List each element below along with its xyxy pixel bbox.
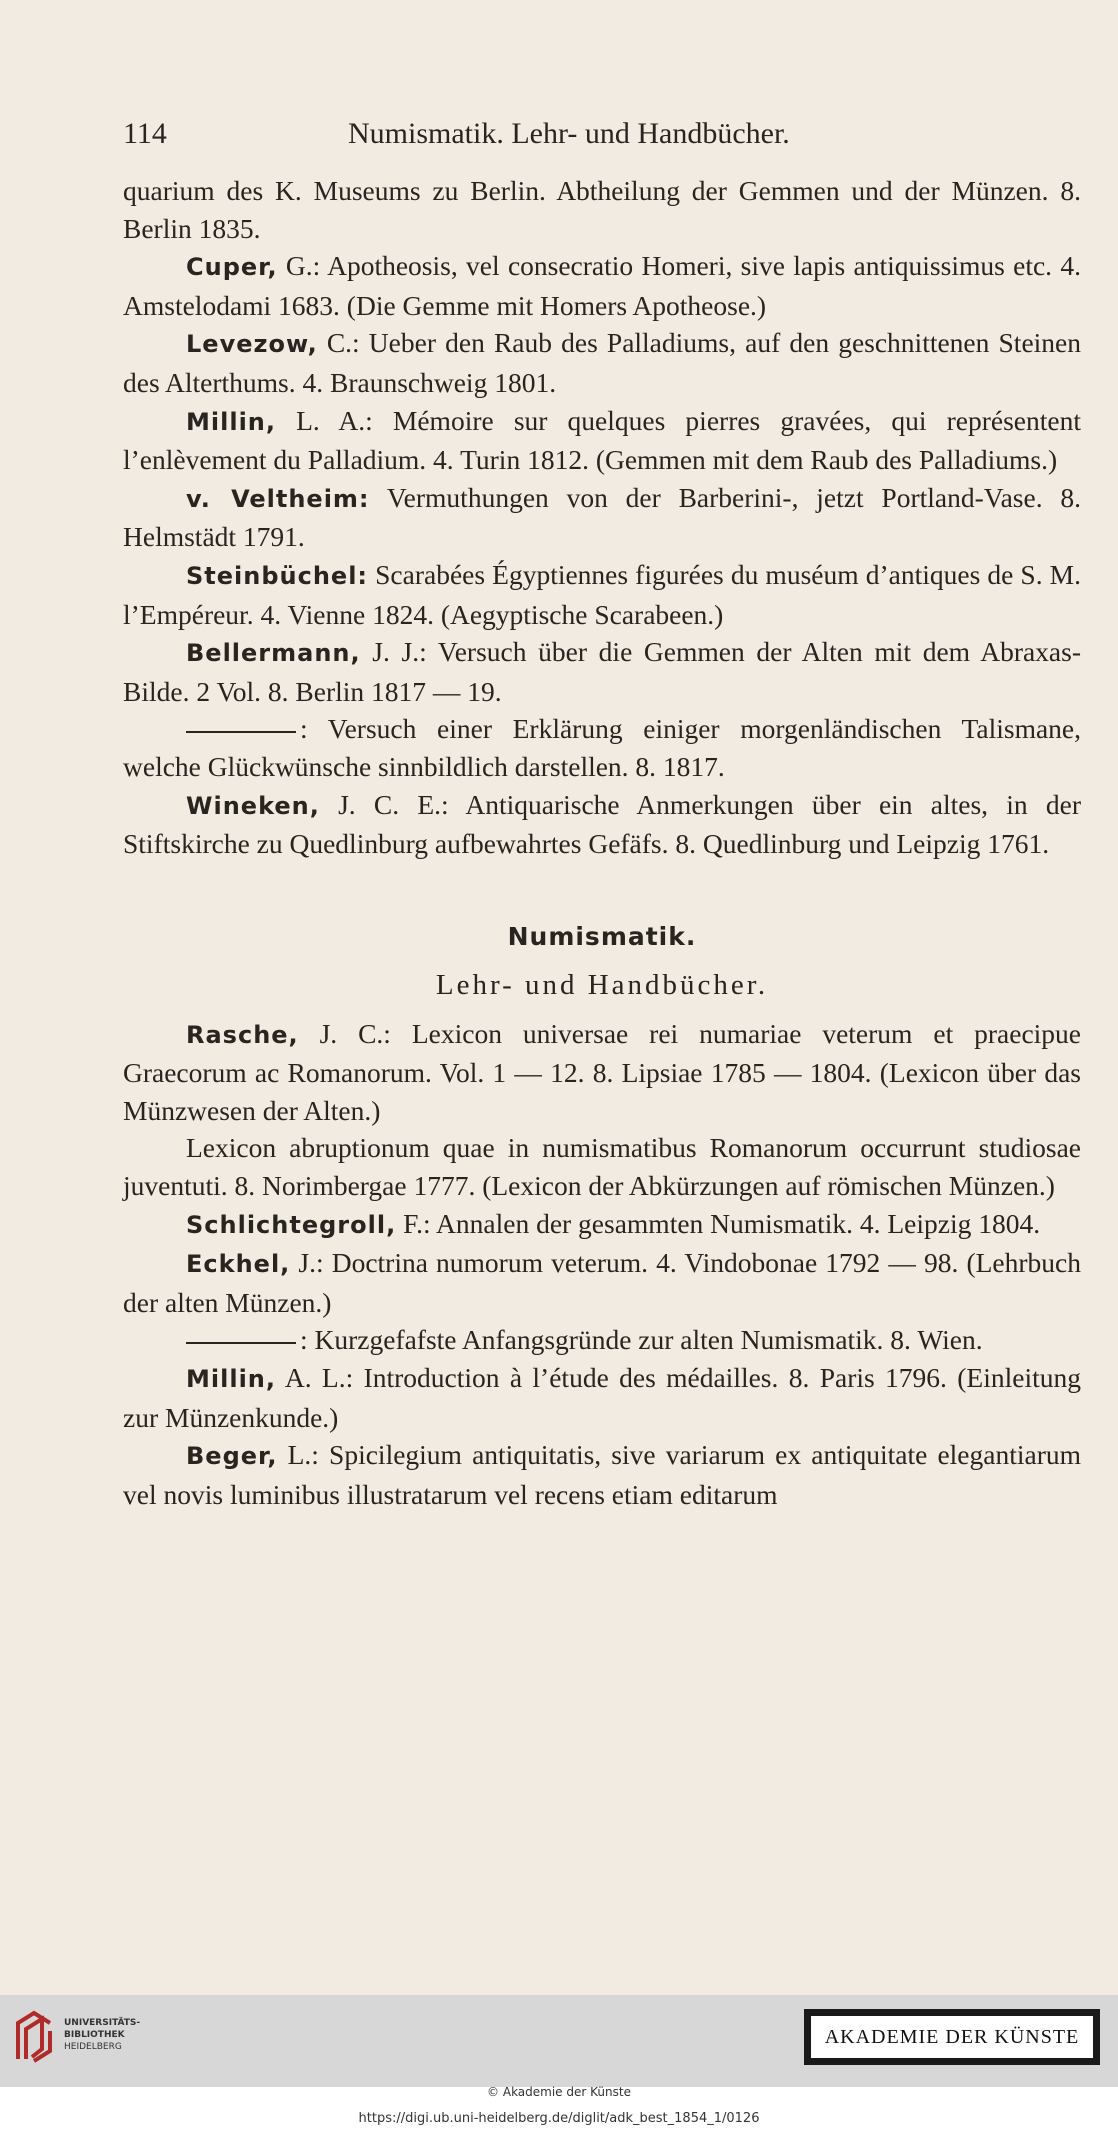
section-subtitle: Lehr- und Handbücher.: [435, 968, 769, 1001]
entry-text: J. J.: Versuch über die Gemmen der Alten mit dem Abraxas-Bilde. 2 Vol. 8. Berlin 1817 — 19.: [123, 636, 1081, 707]
list-item: [123, 1244, 1081, 1321]
academy-name: AKADEMIE DER KÜNSTE: [811, 2016, 1093, 2058]
source-url[interactable]: https://digi.ub.uni-heidelberg.de/diglit/adk_best_1854_1/0126: [358, 2111, 760, 2126]
ditto-dash: [186, 731, 296, 733]
entry-text: L. A.: Mémoire sur quelques pierres gravées, qui représentent l’enlèvement du Palladium. 4. Turin 1812. (Gemmen mit dem Raub des Palladiums.): [123, 404, 1081, 476]
entry-text: : Versuch einer Erklärung einiger morgenländischen Talismane, welche Glückwünsche sinnbildlich darstellen. 8. 1817.: [123, 713, 1081, 782]
list-item: [123, 1129, 1081, 1204]
library-name-line3: HEIDELBERG: [64, 2042, 122, 2052]
entry-text: J. C. E.: Antiquarische Anmerkungen über ein altes, in der Stiftskirche zu Quedlinburg aufbewahrtes Gefäfs. 8. Quedlinburg und Leipzig 1761.: [123, 788, 1081, 860]
list-item: [123, 479, 1081, 556]
entry-text: L.: Spicilegium antiquitatis, sive variarum ex antiquitate elegantiarum vel novis luminibus illustratarum vel recens etiam editarum: [123, 1439, 1081, 1510]
entry-text: C.: Ueber den Raub des Palladiums, auf den geschnittenen Steinen des Alterthums. 4. Braunschweig 1801.: [123, 327, 1081, 398]
list-item: [123, 633, 1081, 710]
academy-logo[interactable]: [804, 2009, 1100, 2065]
list-item: [123, 172, 1081, 247]
entry-text: Lexicon abruptionum quae in numismatibus Romanorum occurrunt studiosae juventuti. 8. Norimbergae 1777. (Lexicon der Abkürzungen auf römischen Münzen.): [123, 1132, 1081, 1202]
library-name-line1: UNIVERSITÄTS-: [64, 2018, 141, 2028]
library-emblem-icon: [12, 2009, 56, 2065]
entry-author: Beger,: [186, 1442, 278, 1471]
entry-author: Millin,: [186, 407, 276, 436]
entry-author: Levezow,: [186, 330, 318, 359]
running-title: Numismatik. Lehr- und Handbücher.: [348, 117, 790, 150]
list-item: [123, 1359, 1081, 1436]
entry-author: Schlichtegroll,: [186, 1210, 397, 1239]
list-item: [123, 1015, 1081, 1130]
entry-text: J. C.: Lexicon universae rei numariae veterum et praecipue Graecorum ac Romanorum. Vol. 1 — 12. 8. Lipsiae 1785 — 1804. (Lexicon über das Münzwesen der Alten.): [123, 1017, 1081, 1126]
list-item: [123, 324, 1081, 401]
entry-text: quarium des K. Museums zu Berlin. Abtheilung der Gemmen und der Münzen. 8. Berlin 1835.: [123, 175, 1081, 244]
entry-text: J.: Doctrina numorum veterum. 4. Vindobonae 1792 — 98. (Lehrbuch der alten Münzen.): [123, 1247, 1081, 1318]
page-number: 114: [123, 117, 167, 150]
ditto-dash: [186, 1342, 296, 1344]
entry-text: : Kurzgefafste Anfangsgründe zur alten Numismatik. 8. Wien.: [300, 1324, 983, 1356]
list-item: [123, 786, 1081, 863]
section-title: Numismatik.: [507, 921, 697, 951]
list-item: [123, 247, 1081, 324]
list-item: [123, 710, 1081, 785]
entry-text: Scarabées Égyptiennes figurées du muséum d’antiques de S. M. l’Empéreur. 4. Vienne 1824. (Aegyptische Scarabeen.): [123, 558, 1081, 630]
entry-author: Bellermann,: [186, 639, 361, 668]
library-name: [64, 2017, 140, 2053]
list-item: [123, 1205, 1081, 1245]
list-item: [123, 1321, 1081, 1359]
entry-author: Millin,: [186, 1365, 276, 1394]
list-item: [123, 402, 1081, 479]
library-name-line2: BIBLIOTHEK: [64, 2030, 125, 2040]
copyright-notice: © Akademie der Künste: [487, 2085, 631, 2099]
page-body: [123, 172, 1081, 1513]
entry-text: F.: Annalen der gesammten Numismatik. 4. Leipzig 1804.: [396, 1207, 1041, 1239]
entry-text: Vermuthungen von der Barberini-, jetzt Portland-Vase. 8. Helmstädt 1791.: [123, 481, 1082, 553]
list-item: [123, 556, 1081, 633]
entry-text: A. L.: Introduction à l’étude des médailles. 8. Paris 1796. (Einleitung zur Münzenkunde.): [123, 1362, 1081, 1433]
entry-author: Eckhel,: [186, 1250, 291, 1279]
library-logo[interactable]: [12, 2005, 142, 2069]
list-item: [123, 1436, 1081, 1513]
entry-author: Rasche,: [186, 1020, 299, 1049]
footer-bar: [0, 1995, 1118, 2087]
entry-author: Steinbüchel:: [186, 561, 369, 590]
entry-text: G.: Apotheosis, vel consecratio Homeri, sive lapis antiquissimus etc. 4. Amstelodami 1683. (Die Gemme mit Homers Apotheose.): [123, 250, 1081, 321]
entry-author: Cuper,: [186, 253, 278, 282]
entry-author: v. Veltheim:: [186, 484, 370, 513]
page-header: [123, 112, 1083, 156]
entry-author: Wineken,: [186, 791, 320, 820]
